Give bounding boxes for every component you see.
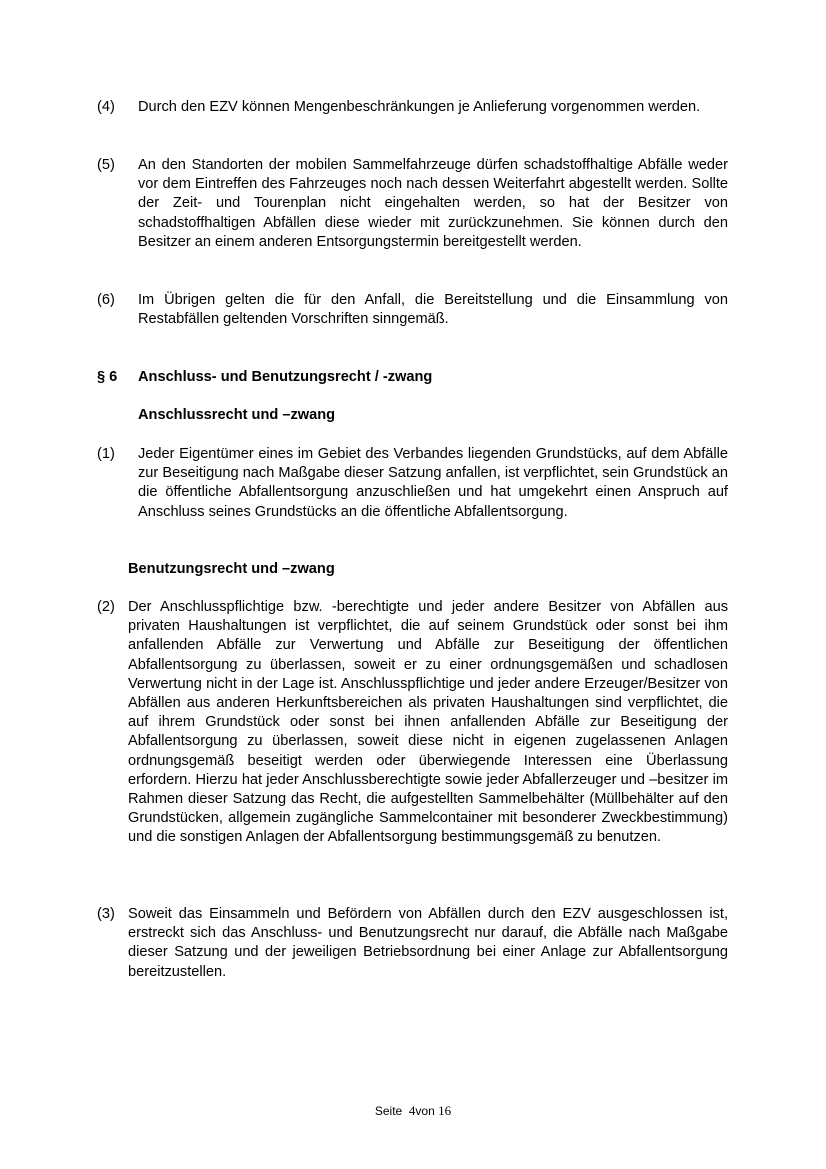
footer-page-number: 4: [408, 1103, 416, 1118]
footer-page-total: 16: [438, 1103, 452, 1118]
paragraph-text: Der Anschlusspflichtige bzw. -berechtigte und jeder andere Besitzer von Abfällen aus privaten Haushaltungen ist verpflichtet, die auf seinem Grundstück oder sonst bei ihm anfallenden Abfälle zur Verwertung und Abfälle zur Beseitigung der öffentlichen Abfallentsorgung zu überlassen, soweit er zu einer ordnungsgemäßen und schadlosen Verwertung nicht in der Lage ist. Anschlusspflichtige und jeder andere Erzeuger/Besitzer von Abfällen aus anderen Herkunftsbereichen als privaten Haushaltungen sind verpflichtet, die auf ihrem Grundstück oder sonst bei ihnen anfallenden Abfälle zur Beseitigung der Abfallentsorgung zu überlassen, soweit diese nicht in eigenen zugelassenen Anlagen ordnungsgemäß beseitigt werden oder überwiegende Interessen eine Überlassung erfordern. Hierzu hat jeder Anschlussberechtigte sowie jeder Abfallerzeuger und –besitzer im Rahmen dieser Satzung das Recht, die aufgestellten Sammelbehälter (Müllbehälter auf den Grundstücken, allgemein zugängliche Sammelcontainer mit besonderer Zweckbestimmung) und die sonstigen Anlagen der Abfallentsorgung bestimmungsgemäß zu benutzen.: [128, 599, 728, 846]
footer-of: von: [415, 1104, 435, 1118]
paragraph-text: Durch den EZV können Mengenbeschränkungen je Anlieferung vorgenommen werden.: [138, 99, 701, 115]
paragraph-number: (2): [97, 599, 115, 615]
subheading-anschlussrecht: Anschlussrecht und –zwang: [138, 407, 336, 423]
paragraph-text: Soweit das Einsammeln und Befördern von Abfällen durch den EZV ausgeschlossen ist, erstreckt sich das Anschluss- und Benutzungsrecht nur darauf, die Abfälle nach Maßgabe dieser Satzung und der jeweiligen Betriebsordnung bei einer Anlage zur Abfallentsorgung bereitzustellen.: [128, 906, 728, 980]
paragraph-number: (3): [97, 906, 115, 922]
page-footer: [0, 1103, 826, 1119]
section-number: § 6: [97, 369, 118, 385]
paragraph-4: [97, 98, 728, 117]
paragraph-5: [97, 156, 728, 252]
paragraph-number: (6): [97, 292, 115, 308]
footer-label: Seite: [374, 1104, 403, 1118]
paragraph-number: (5): [97, 157, 115, 173]
paragraph-3: [97, 905, 728, 982]
paragraph-number: (4): [97, 99, 115, 115]
paragraph-number: (1): [97, 446, 115, 462]
section-title: Anschluss- und Benutzungsrecht / -zwang: [138, 369, 433, 385]
paragraph-text: Jeder Eigentümer eines im Gebiet des Verbandes liegenden Grundstücks, auf dem Abfälle zur Beseitigung nach Maßgabe dieser Satzung anfallen, ist verpflichtet, sein Grundstück an die öffentliche Abfallentsorgung anzuschließen und hat umgekehrt einen Anspruch auf Anschluss seines Grundstücks an die öffentliche Abfallentsorgung.: [138, 446, 728, 520]
paragraph-1: [97, 445, 728, 522]
paragraph-2: [97, 598, 728, 848]
paragraph-6: [97, 291, 728, 329]
subheading-benutzungsrecht: Benutzungsrecht und –zwang: [128, 561, 335, 577]
paragraph-text: An den Standorten der mobilen Sammelfahrzeuge dürfen schadstoffhaltige Abfälle weder vor dem Eintreffen des Fahrzeuges noch nach dessen Weiterfahrt abgestellt werden. Sollte der Zeit- und Tourenplan nicht eingehalten werden, so hat der Besitzer von schadstoffhaltigen Abfällen diese wieder mit zurückzunehmen. Sie können durch den Besitzer an einem anderen Entsorgungstermin bereitgestellt werden.: [138, 157, 728, 250]
paragraph-text: Im Übrigen gelten die für den Anfall, die Bereitstellung und die Einsammlung von Restabfällen geltenden Vorschriften sinngemäß.: [138, 292, 728, 328]
